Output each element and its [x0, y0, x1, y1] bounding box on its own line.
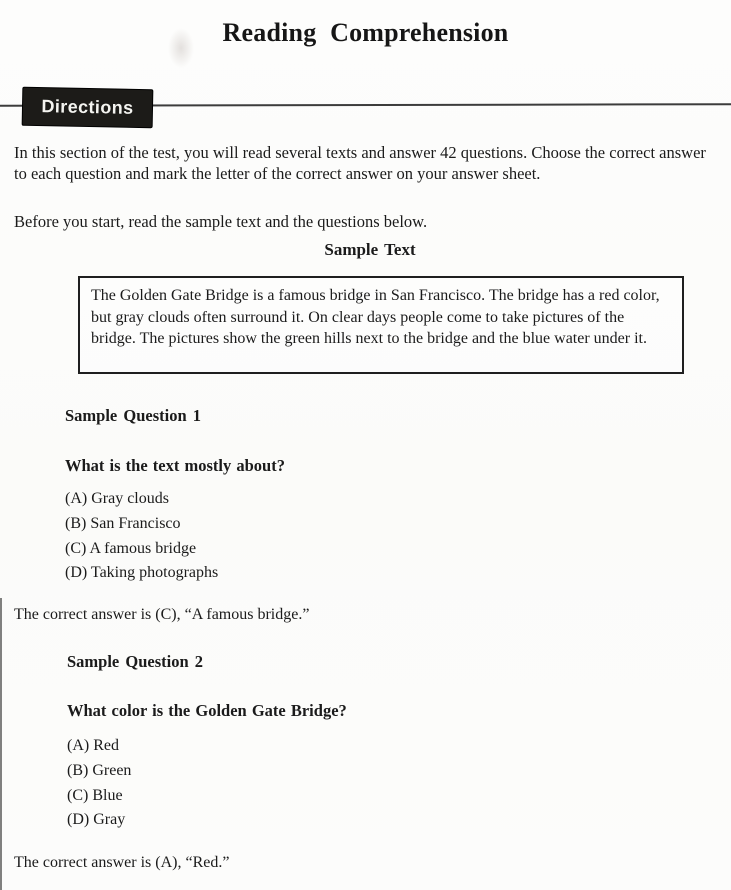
question-2-answer-note: The correct answer is (A), “Red.” [14, 854, 230, 871]
sample-question-1-options [65, 487, 218, 586]
directions-tab-label: Directions [41, 96, 134, 118]
question-2-option-a: (A) Red [67, 737, 119, 754]
sample-question-2-options [67, 734, 131, 833]
question-2-option-b: (B) Green [67, 761, 132, 779]
sample-question-1-heading: Sample Question 1 [65, 406, 202, 425]
sample-question-2-prompt: What color is the Golden Gate Bridge? [67, 701, 347, 720]
question-1-option-c: (C) A famous bridge [65, 539, 197, 557]
before-you-start-paragraph: Before you start, read the sample text and the questions below. [14, 212, 428, 231]
scan-edge-artifact [0, 598, 2, 890]
question-1-answer-note: The correct answer is (C), “A famous bridge.” [14, 606, 310, 623]
sample-text-content: The Golden Gate Bridge is a famous bridge in San Francisco. The bridge has a red color, but gray clouds often surround it. On clear days people come to take pictures of the bridge. The pictures show the green hills next to the bridge and the blue water under it. [91, 287, 660, 347]
directions-tab [22, 87, 154, 129]
sample-text-box [78, 276, 684, 374]
page-title: Reading Comprehension [222, 18, 509, 47]
question-2-option-d: (D) Gray [67, 811, 126, 829]
question-1-option-a: (A) Gray clouds [65, 490, 169, 507]
question-1-option-b: (B) San Francisco [65, 514, 181, 532]
sample-text-heading: Sample Text [324, 240, 416, 259]
sample-question-2-heading: Sample Question 2 [67, 652, 204, 671]
question-2-option-c: (C) Blue [67, 786, 123, 804]
question-1-option-d: (D) Taking photographs [65, 564, 219, 582]
directions-paragraph: In this section of the test, you will read several texts and answer 42 questions. Choose the correct answer to each question and mark the letter of the correct answer on your answer sheet. [14, 143, 706, 183]
sample-question-1-prompt: What is the text mostly about? [65, 456, 285, 475]
